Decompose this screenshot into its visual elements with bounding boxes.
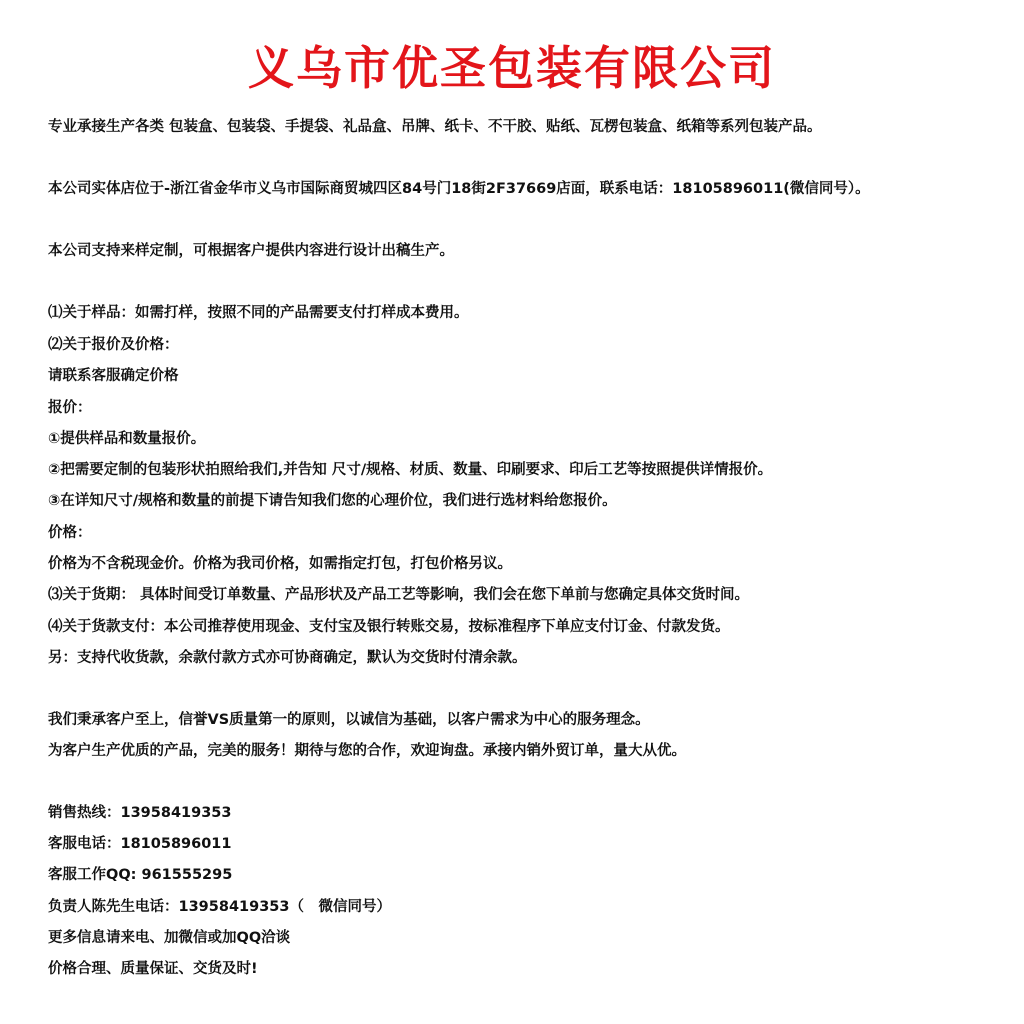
payment-other-text: 另：支持代收货款，余款付款方式亦可协商确定，默认为交货时付清余款。	[48, 650, 527, 666]
sample-text: ⑴关于样品：如需打样，按照不同的产品需要支付打样成本费用。	[48, 305, 469, 321]
payment-text: ⑷关于货款支付：本公司推荐使用现金、支付宝及银行转账交易，按标准程序下单应支付订金、付款发货。	[48, 619, 730, 635]
manager-phone: 负责人陈先生电话：13958419353（ 微信同号）	[48, 899, 391, 915]
sales-hotline: 销售热线：13958419353	[48, 805, 232, 821]
price-note: 价格为不含税现金价。价格为我司价格，如需指定打包，打包价格另议。	[48, 556, 512, 572]
quote-label: 报价：	[48, 400, 92, 416]
delivery-text: ⑶关于货期： 具体时间受订单数量、产品形状及产品工艺等影响，我们会在您下单前与您确定具体交货时间。	[48, 587, 750, 603]
quote-item-1: ①提供样品和数量报价。	[48, 431, 206, 447]
intro-text: 专业承接生产各类 包装盒、包装袋、手提袋、礼品盒、吊牌、纸卡、不干胶、贴纸、瓦楞包装盒、纸箱等系列包装产品。	[48, 119, 822, 135]
cs-phone: 客服电话：18105896011	[48, 836, 232, 852]
principle-text: 我们秉承客户至上，信誉VS质量第一的原则，以诚信为基础，以客户需求为中心的服务理念。	[48, 712, 650, 728]
price-label: 价格：	[48, 525, 92, 541]
quote-item-2: ②把需要定制的包装形状拍照给我们,并告知 尺寸/规格、材质、数量、印刷要求、印后工艺等按照提供详情报价。	[48, 462, 773, 478]
cs-qq: 客服工作QQ: 961555295	[48, 867, 233, 883]
contact-cs-text: 请联系客服确定价格	[48, 368, 179, 384]
more-info-text: 更多信息请来电、加微信或加QQ洽谈	[48, 930, 291, 946]
address-text: 本公司实体店位于-浙江省金华市义乌市国际商贸城四区84号门18街2F37669店面，联系电话：18105896011(微信同号）。	[48, 181, 870, 197]
quote-heading: ⑵关于报价及价格：	[48, 337, 179, 353]
company-title: 义乌市优圣包装有限公司	[248, 41, 776, 95]
quote-item-3: ③在详知尺寸/规格和数量的前提下请告知我们您的心理价位，我们进行选材料给您报价。	[48, 493, 617, 509]
service-text: 为客户生产优质的产品，完美的服务！期待与您的合作，欢迎询盘。承接内销外贸订单，量大从优。	[48, 743, 686, 759]
custom-text: 本公司支持来样定制，可根据客户提供内容进行设计出稿生产。	[48, 243, 454, 259]
slogan-text: 价格合理、质量保证、交货及时!	[48, 961, 258, 977]
